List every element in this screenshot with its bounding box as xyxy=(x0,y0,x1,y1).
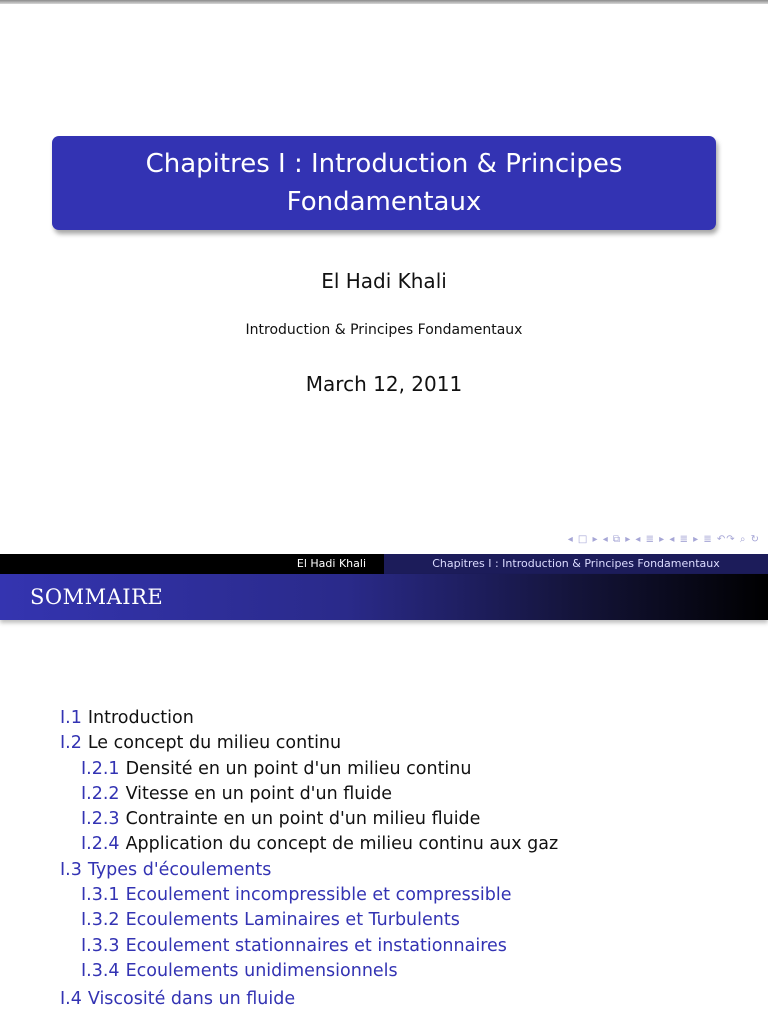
toc-label: Densité en un point d'un milieu continu xyxy=(125,758,472,779)
toc-number: I.3.3 xyxy=(81,935,120,956)
toc-number: I.2.1 xyxy=(81,758,120,779)
toc-number: I.3.1 xyxy=(81,885,120,906)
toc-label: Ecoulement incompressible et compressible xyxy=(125,885,512,906)
toc-subitem[interactable] xyxy=(60,883,760,908)
table-of-contents xyxy=(60,706,760,1013)
toc-subitem[interactable] xyxy=(60,782,760,807)
footer-bar xyxy=(0,554,768,574)
toc-label: Contrainte en un point d'un milieu fluide xyxy=(125,809,481,830)
toc-subitem[interactable] xyxy=(60,757,760,782)
toc-label: Introduction xyxy=(87,708,194,728)
footer-author: El Hadi Khali xyxy=(0,554,384,574)
toc-subitem[interactable] xyxy=(60,832,760,857)
toc-number: I.1 xyxy=(60,708,82,728)
title-slide xyxy=(0,4,768,554)
toc-label: Application du concept de milieu continu aux gaz xyxy=(125,834,559,855)
footer-title: Chapitres I : Introduction & Principes Fondamentaux xyxy=(384,554,768,574)
toc-number: I.3.4 xyxy=(81,960,120,981)
author: El Hadi Khali xyxy=(321,269,447,293)
toc-label: Ecoulement stationnaires et instationnaires xyxy=(125,935,507,956)
toc-number: I.2 xyxy=(60,733,82,754)
toc-label: Types d'écoulements xyxy=(87,859,272,880)
slide-title: Chapitres I : Introduction & Principes Fondamentaux xyxy=(52,136,716,230)
toc-subitem[interactable] xyxy=(60,908,760,933)
toc-number: I.3 xyxy=(60,859,82,880)
toc-number: I.4 xyxy=(60,989,82,1010)
toc-item[interactable] xyxy=(60,706,760,731)
toc-label: Le concept du milieu continu xyxy=(87,733,342,754)
toc-number: I.3.2 xyxy=(81,910,120,931)
beamer-navigation-icons[interactable]: ◂ □ ▸ ◂ ⧉ ▸ ◂ ≣ ▸ ◂ ≣ ▸ ≣ ↶↷ ⌕ ↻ xyxy=(567,534,760,545)
toc-item[interactable] xyxy=(60,987,760,1012)
toc-item[interactable] xyxy=(60,731,760,756)
toc-number: I.2.3 xyxy=(81,809,120,830)
date: March 12, 2011 xyxy=(305,372,463,396)
institute: Introduction & Principes Fondamentaux xyxy=(245,322,523,338)
toc-item[interactable] xyxy=(60,858,760,883)
toc-label: Ecoulements Laminaires et Turbulents xyxy=(125,910,460,931)
toc-label: Viscosité dans un fluide xyxy=(87,989,296,1010)
toc-subitem[interactable] xyxy=(60,807,760,832)
toc-label: Vitesse en un point d'un fluide xyxy=(125,783,393,804)
frame-title: SOMMAIRE xyxy=(0,574,768,620)
toc-subitem[interactable] xyxy=(60,959,760,984)
toc-number: I.2.2 xyxy=(81,783,120,804)
toc-subitem[interactable] xyxy=(60,934,760,959)
toc-label: Ecoulements unidimensionnels xyxy=(125,960,398,981)
toc-number: I.2.4 xyxy=(81,834,120,855)
